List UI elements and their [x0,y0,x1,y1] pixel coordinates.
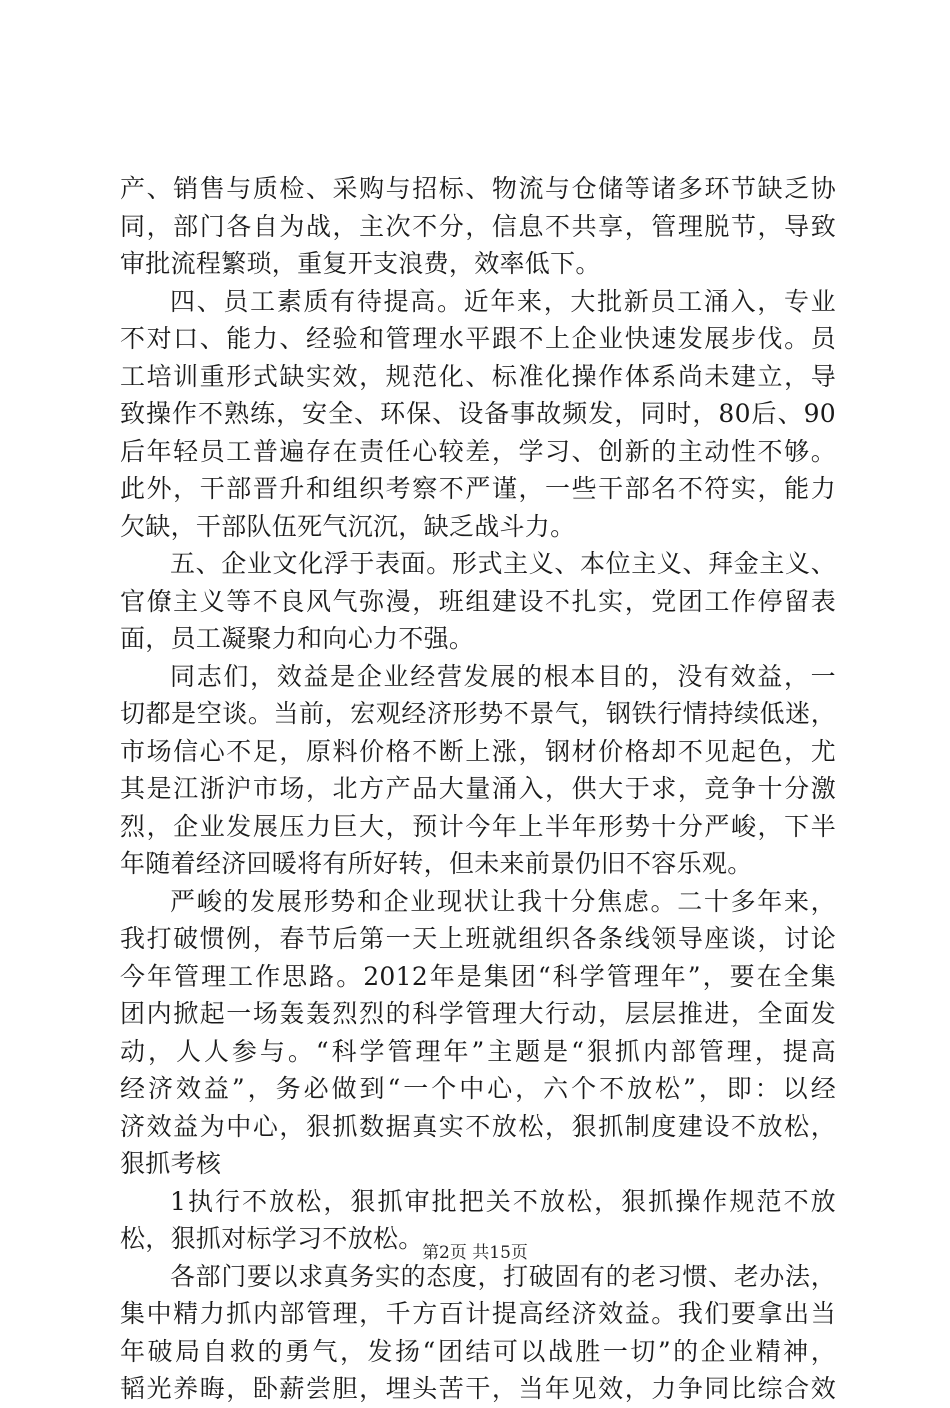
text-line: 严峻的发展形势和企业现状让我十分焦虑。二十多年来， [170,886,836,916]
page-footer: 第2页 共15页 [422,1243,528,1263]
text-line: 集中精力抓内部管理，千方百计提高经济效益。我们要拿出当 [120,1299,836,1328]
text-line: 四、员工素质有待提高。近年来，大批新员工涌入，专业 [170,286,836,316]
text-line: 各部门要以求真务实的态度，打破固有的老习惯、老办法， [170,1261,836,1291]
text-line: 此外，干部晋升和组织考察不严谨，一些干部名不符实，能力 [120,474,836,503]
text-line: 同，部门各自为战，主次不分，信息不共享，管理脱节，导致 [120,211,836,241]
text-line: 年破局自救的勇气，发扬“团结可以战胜一切”的企业精神， [120,1336,836,1366]
text-line: 动，人人参与。“科学管理年”主题是“狠抓内部管理，提高 [120,1036,836,1066]
text-line: 其是江浙沪市场，北方产品大量涌入，供大于求，竞争十分激 [120,774,836,803]
text-line: 我打破惯例，春节后第一天上班就组织各条线领导座谈，讨论 [120,924,836,953]
text-line: 经济效益”，务必做到“一个中心，六个不放松”，即：以经 [120,1074,836,1103]
text-line: 济效益为中心，狠抓数据真实不放松，狠抓制度建设不放松， [120,1111,836,1141]
text-line: 1执行不放松，狠抓审批把关不放松，狠抓操作规范不放 [170,1186,836,1216]
text-line: 致操作不熟练，安全、环保、设备事故频发，同时，80后、90 [120,399,836,428]
text-line: 松，狠抓对标学习不放松。 [120,1224,424,1253]
document-body [120,170,836,1408]
text-line: 狠抓考核 [120,1149,222,1178]
text-line: 官僚主义等不良风气弥漫，班组建设不扎实，党团工作停留表 [120,586,836,616]
text-line: 烈，企业发展压力巨大，预计今年上半年形势十分严峻，下半 [120,811,836,841]
text-line: 今年管理工作思路。2012年是集团“科学管理年”，要在全集 [120,961,836,991]
text-line: 面，员工凝聚力和向心力不强。 [120,624,475,653]
text-line: 后年轻员工普遍存在责任心较差，学习、创新的主动性不够。 [120,436,836,466]
text-line: 审批流程繁琐，重复开支浪费，效率低下。 [120,249,601,278]
text-line: 市场信心不足，原料价格不断上涨，钢材价格却不见起色，尤 [120,736,836,766]
text-line: 欠缺，干部队伍死气沉沉，缺乏战斗力。 [120,511,576,541]
text-line: 年随着经济回暖将有所好转，但未来前景仍旧不容乐观。 [120,849,753,878]
text-line: 不对口、能力、经验和管理水平跟不上企业快速发展步伐。员 [120,324,836,353]
text-line: 工培训重形式缺实效，规范化、标准化操作体系尚未建立，导 [120,361,836,391]
text-line: 五、企业文化浮于表面。形式主义、本位主义、拜金主义、 [170,549,836,578]
text-line: 产、销售与质检、采购与招标、物流与仓储等诸多环节缺乏协 [120,174,836,203]
text-line: 同志们，效益是企业经营发展的根本目的，没有效益，一 [170,661,836,691]
text-line: 切都是空谈。当前，宏观经济形势不景气，钢铁行情持续低迷， [120,699,836,728]
text-line: 韬光养晦，卧薪尝胆，埋头苦干，当年见效，力争同比综合效 [120,1374,836,1403]
text-line: 团内掀起一场轰轰烈烈的科学管理大行动，层层推进，全面发 [120,999,836,1028]
